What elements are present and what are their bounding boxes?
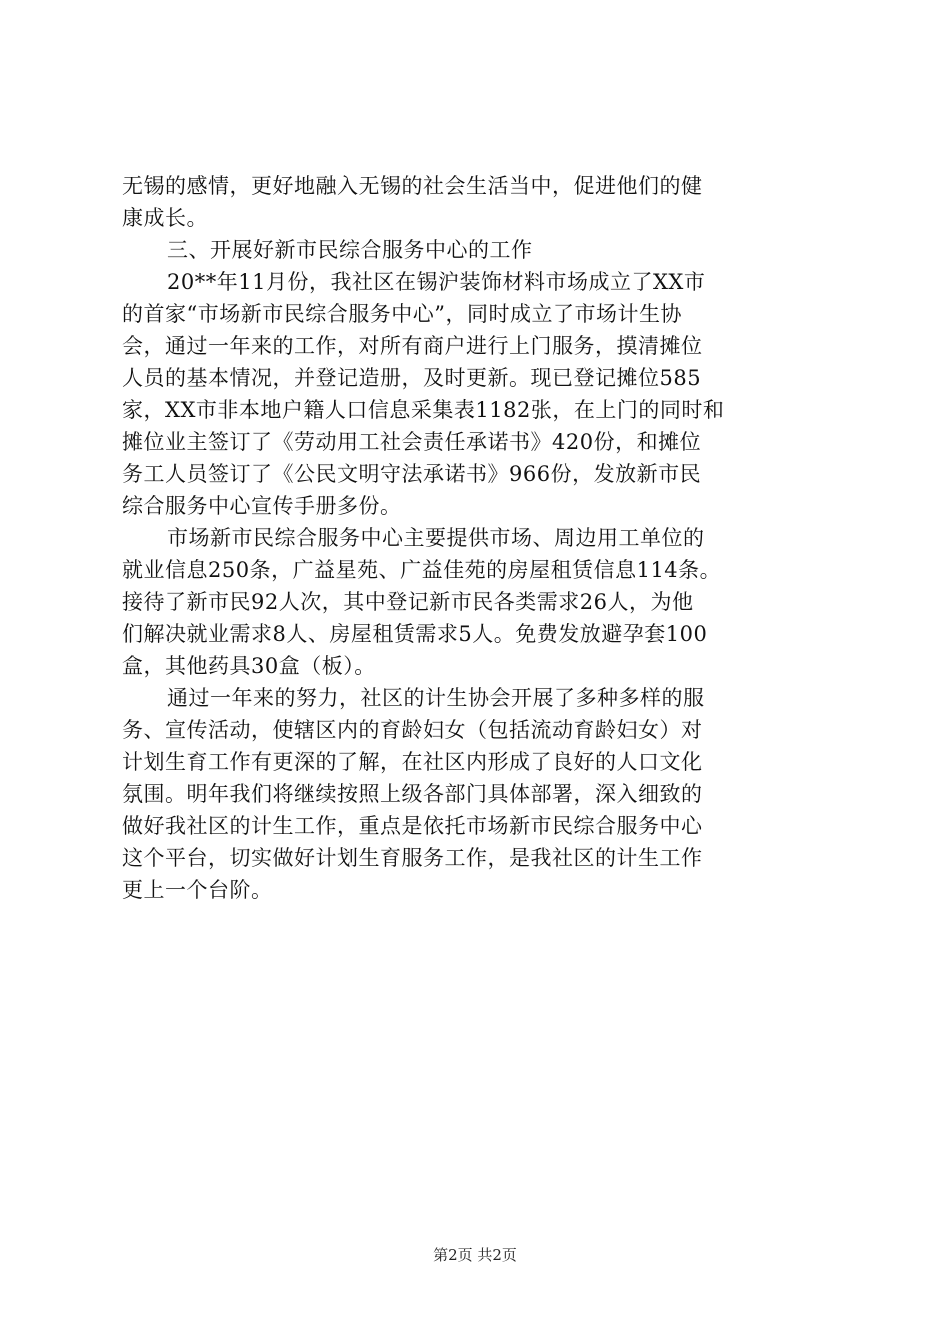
text-line: 接待了新市民92人次，其中登记新市民各类需求26人，为他 (122, 590, 694, 614)
text-line: 会，通过一年来的工作，对所有商户进行上门服务，摸清摊位 (122, 334, 703, 358)
page-footer: 第2页 共2页 (433, 1246, 517, 1264)
text-line: 人员的基本情况，并登记造册，及时更新。现已登记摊位585 (122, 366, 702, 390)
text-line: 就业信息250条，广益星苑、广益佳苑的房屋租赁信息114条。 (122, 558, 722, 582)
text-line: 盒，其他药具30盒（板）。 (122, 654, 376, 678)
text-line: 计划生育工作有更深的了解，在社区内形成了良好的人口文化 (122, 750, 703, 774)
text-line: 三、开展好新市民综合服务中心的工作 (167, 238, 533, 262)
text-line: 氛围。明年我们将继续按照上级各部门具体部署，深入细致的 (122, 782, 703, 806)
text-line: 务、宣传活动，使辖区内的育龄妇女（包括流动育龄妇女）对 (122, 718, 703, 742)
document-body (122, 170, 832, 906)
text-line: 们解决就业需求8人、房屋租赁需求5人。免费发放避孕套100 (122, 622, 708, 646)
text-line: 务工人员签订了《公民文明守法承诺书》966份，发放新市民 (122, 462, 702, 486)
text-line: 无锡的感情，更好地融入无锡的社会生活当中，促进他们的健 (122, 174, 703, 198)
text-line: 综合服务中心宣传手册多份。 (122, 494, 402, 518)
text-line: 家，XX市非本地户籍人口信息采集表1182张，在上门的同时和 (122, 398, 725, 422)
text-line: 的首家“市场新市民综合服务中心”，同时成立了市场计生协 (122, 302, 682, 326)
text-line: 通过一年来的努力，社区的计生协会开展了多种多样的服 (167, 686, 705, 710)
text-line: 康成长。 (122, 206, 208, 230)
text-line: 做好我社区的计生工作，重点是依托市场新市民综合服务中心 (122, 814, 703, 838)
text-line: 20**年11月份，我社区在锡沪装饰材料市场成立了XX市 (167, 270, 706, 294)
text-line: 市场新市民综合服务中心主要提供市场、周边用工单位的 (167, 526, 705, 550)
text-line: 摊位业主签订了《劳动用工社会责任承诺书》420份，和摊位 (122, 430, 702, 454)
text-line: 更上一个台阶。 (122, 878, 273, 902)
text-line: 这个平台，切实做好计划生育服务工作，是我社区的计生工作 (122, 846, 703, 870)
